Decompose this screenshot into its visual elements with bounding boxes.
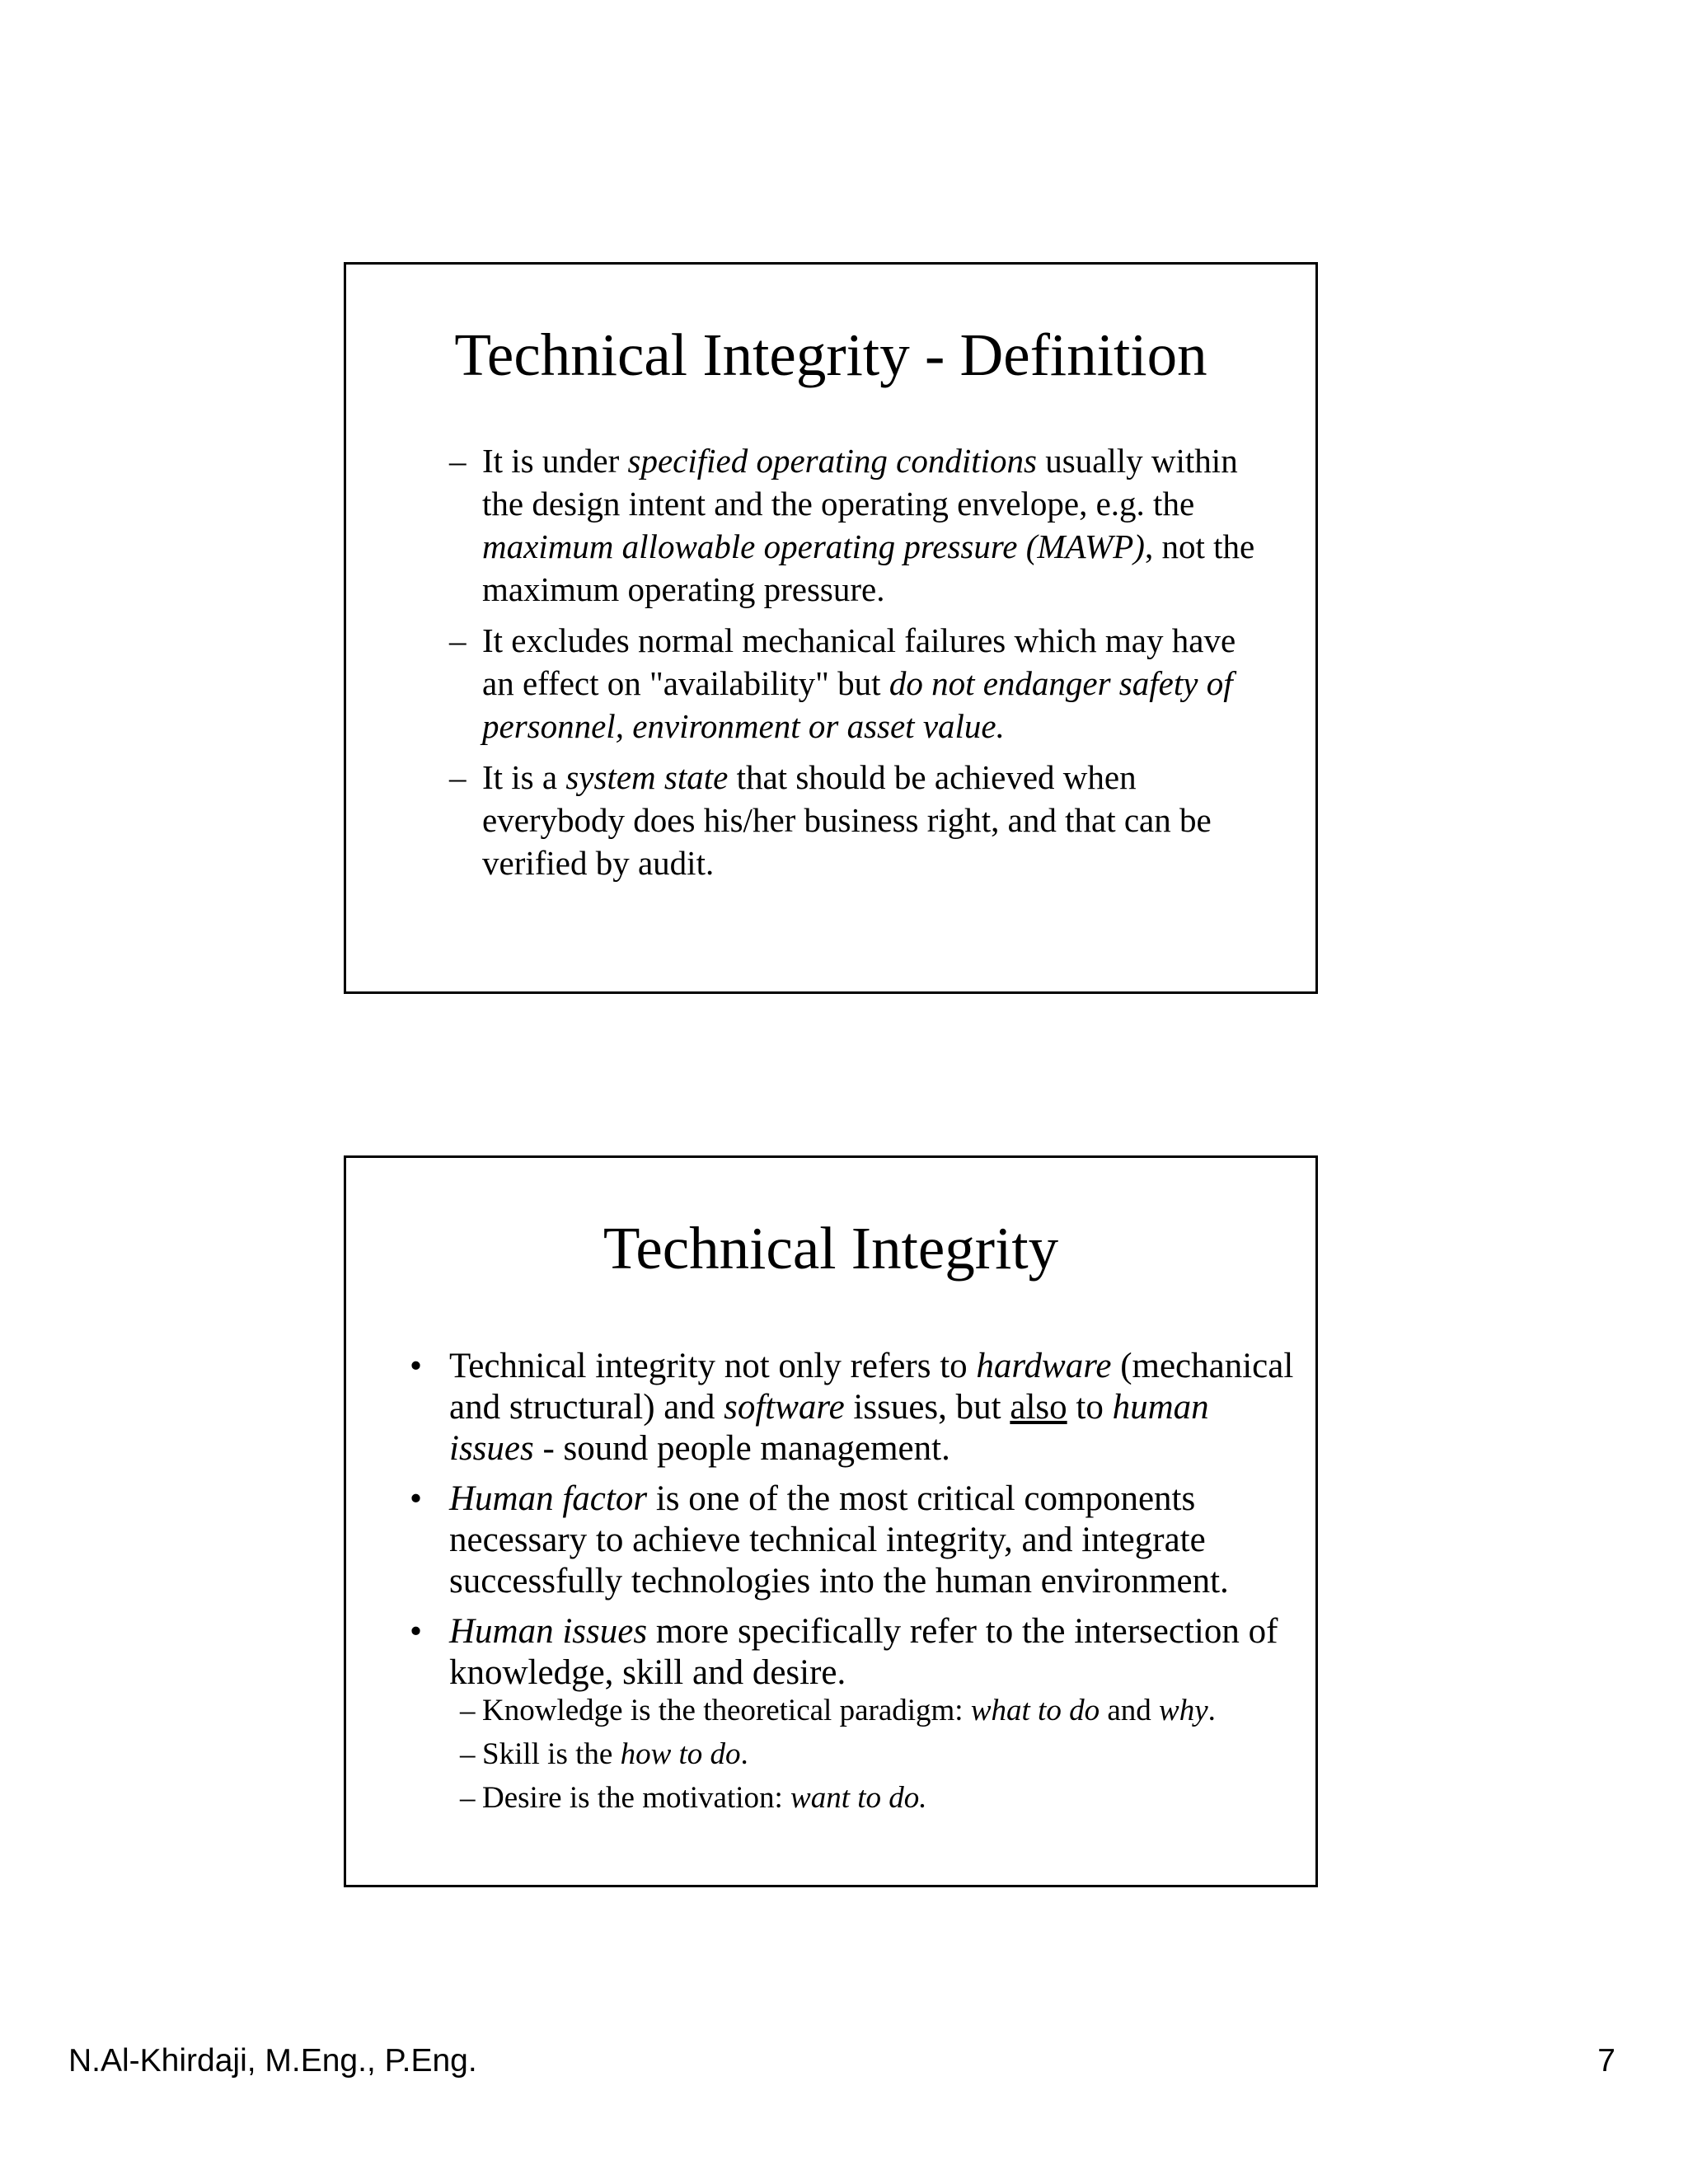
text-run: It is a [482, 758, 566, 796]
slide-definition [344, 262, 1318, 994]
bullet-marker: • [410, 1347, 423, 1385]
dash-marker: – [449, 442, 467, 480]
italic-text-run: hardware [976, 1347, 1112, 1385]
dash-marker: – [460, 1781, 476, 1815]
italic-text-run: Human factor [449, 1479, 648, 1518]
definition-list [449, 439, 1273, 893]
italic-text-run: maximum allowable operating pressure (MAWP) [482, 527, 1145, 565]
slide-technical-integrity [344, 1155, 1318, 1887]
italic-text-run: Human issues [449, 1612, 648, 1651]
sub-list-item [379, 1777, 1302, 1820]
italic-text-run: human issues [449, 1388, 1209, 1468]
text-run: is one of the most critical components necessary to achieve technical integrity, and integrate successfully technologies into the human environment. [449, 1479, 1229, 1601]
list-item [379, 1346, 1302, 1469]
text-run: Technical integrity not only refers to [449, 1347, 977, 1385]
text-run: to [1067, 1388, 1113, 1427]
text-run: (mechanical and structural) and [449, 1347, 1294, 1427]
italic-text-run: why [1159, 1694, 1208, 1727]
slide-title: Technical Integrity - Definition [454, 321, 1207, 388]
italic-text-run: software [724, 1388, 845, 1427]
slide-title: Technical Integrity [603, 1215, 1059, 1282]
text-run: more specifically refer to the intersection of knowledge, skill and desire. [449, 1612, 1278, 1692]
italic-text-run: system state [565, 758, 729, 796]
dash-marker: – [449, 758, 467, 796]
text-run: . [1207, 1694, 1216, 1727]
sub-list-item [379, 1690, 1302, 1732]
text-run: - sound people management. [533, 1429, 950, 1468]
underlined-text-run: also [1010, 1388, 1067, 1427]
italic-text-run: specified operating conditions [627, 442, 1037, 480]
list-item [379, 1611, 1302, 1694]
italic-text-run: what to do [970, 1694, 1100, 1727]
text-run: . [740, 1737, 748, 1771]
bullet-marker: • [410, 1479, 423, 1518]
text-run: that should be achieved when everybody does his/her business right, and that can be verified by audit. [482, 758, 1212, 882]
list-item [449, 756, 1273, 884]
sub-list-item [379, 1733, 1302, 1776]
list-item [449, 439, 1273, 611]
text-run: , not the maximum operating pressure. [482, 527, 1255, 608]
text-run: It excludes normal mechanical failures which may have an effect on "availability" but [482, 621, 1236, 702]
sub-list [379, 1690, 1302, 1821]
text-run: It is under [482, 442, 628, 480]
dash-marker: – [449, 621, 467, 659]
list-item [379, 1479, 1302, 1602]
bullet-marker: • [410, 1612, 423, 1651]
footer-author: N.Al-Khirdaji, M.Eng., P.Eng. [68, 2043, 477, 2079]
page-number: 7 [1597, 2043, 1615, 2079]
bullet-list [379, 1346, 1302, 1703]
text-run: Skill is the [482, 1737, 621, 1771]
text-run: usually within the design intent and the operating envelope, e.g. the [482, 442, 1238, 523]
italic-text-run: do not endanger safety of personnel, environment or asset value. [482, 664, 1233, 745]
list-item [449, 619, 1273, 748]
dash-marker: – [460, 1694, 476, 1727]
text-run: issues, but [844, 1388, 1010, 1427]
text-run: Desire is the motivation: [482, 1781, 791, 1815]
dash-marker: – [460, 1737, 476, 1771]
text-run: Knowledge is the theoretical paradigm: [482, 1694, 971, 1727]
italic-text-run: how to do [620, 1737, 741, 1771]
italic-text-run: want to do. [790, 1781, 927, 1815]
text-run: and [1100, 1694, 1160, 1727]
